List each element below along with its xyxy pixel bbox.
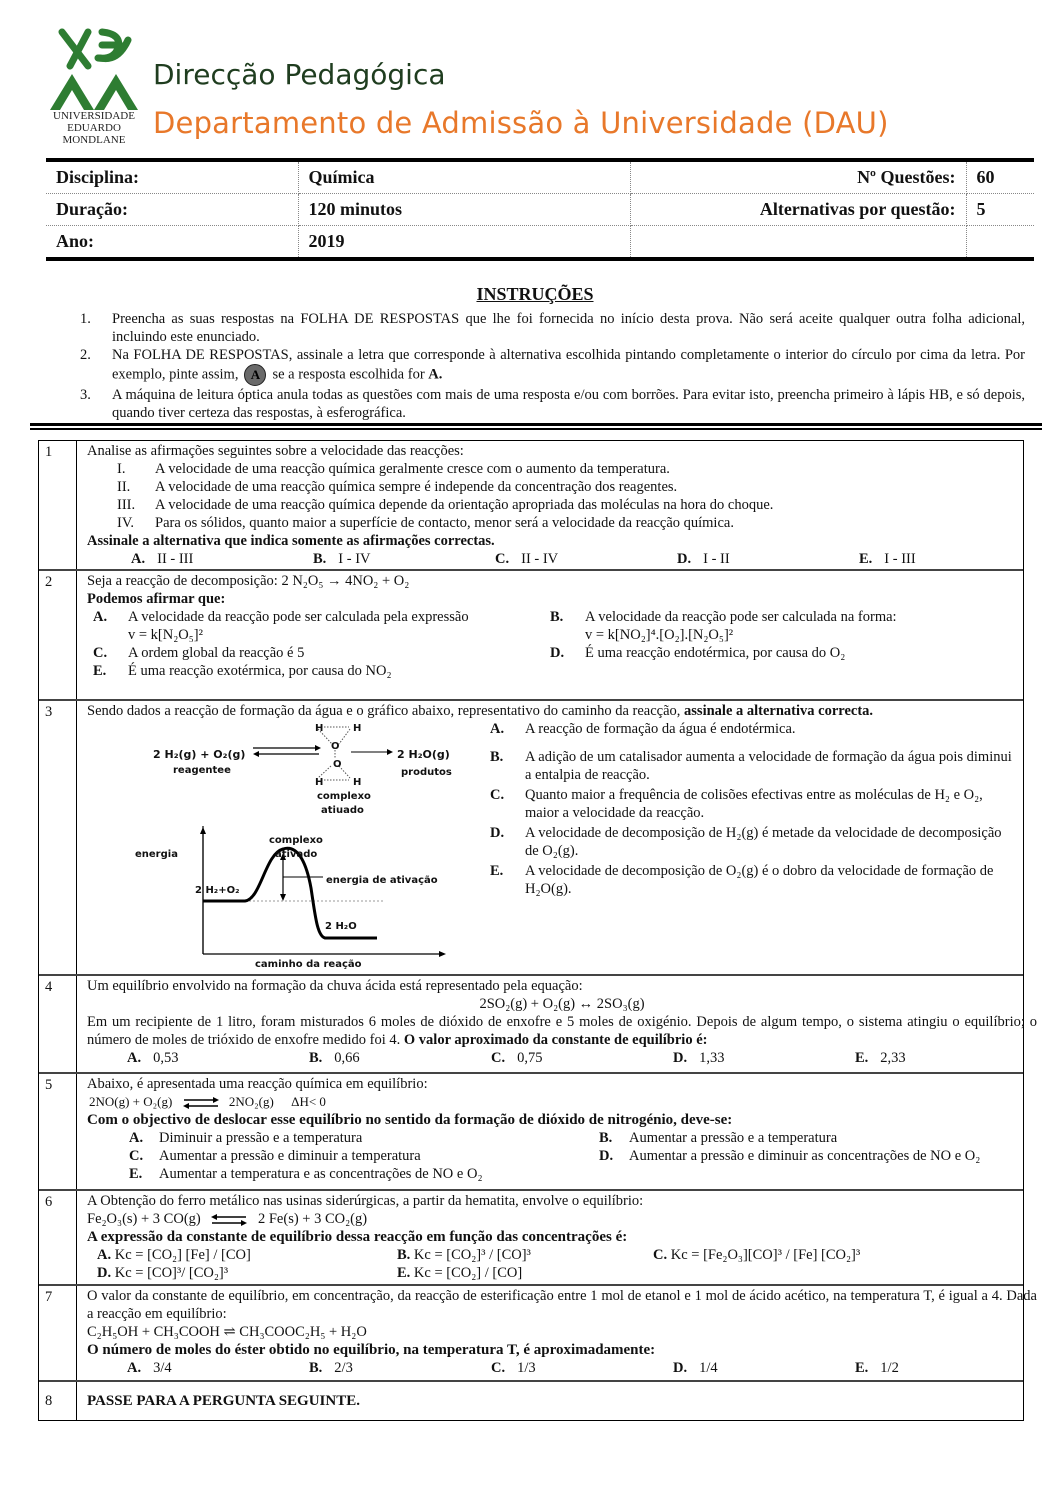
instruction-item xyxy=(80,310,1025,346)
statement xyxy=(87,478,1041,496)
x-axis-arrow-icon xyxy=(439,951,446,957)
option-letter: E. xyxy=(855,1360,869,1376)
question-intro: Abaixo, é apresentada uma reacção química em equilíbrio: xyxy=(87,1076,428,1092)
ano-value: 2019 xyxy=(298,226,630,258)
option-letter: C. xyxy=(495,551,510,567)
option-a[interactable] xyxy=(97,1246,397,1264)
option-text: Kc = [CO₂]³ / [CO]³ xyxy=(413,1247,531,1263)
option-text: 1/3 xyxy=(517,1360,536,1376)
option-c[interactable] xyxy=(491,1049,673,1067)
option-letter: A. xyxy=(127,1360,142,1376)
atom-o: O xyxy=(331,741,340,752)
exam-info-table xyxy=(46,158,1034,261)
option-text: A velocidade de decomposição de H₂(g) é metade da velocidade de decomposição de O₂(g). xyxy=(525,825,1002,859)
header-title: Direcção Pedagógica xyxy=(153,58,446,91)
option-letter: D. xyxy=(677,551,692,567)
option-text: É uma reacção endotérmica, por causa do O₂ xyxy=(585,645,846,661)
option-letter: B. xyxy=(599,1130,613,1146)
question-prompt: O número de moles do éster obtido no equilíbrio, na temperatura T, é aproximadamente: xyxy=(87,1342,656,1358)
question-3 xyxy=(39,701,1023,976)
option-text: Kc = [CO₂] / [CO] xyxy=(413,1265,523,1281)
equilibrium-arrows-icon xyxy=(210,1214,248,1226)
equation xyxy=(87,1093,1015,1111)
nquestoes-value: 60 xyxy=(966,162,1034,194)
option-text: II - III xyxy=(157,551,194,567)
question-intro: Um equilíbrio envolvido na formação da chuva ácida está representado pela equação: xyxy=(87,978,583,994)
option-text: 1/4 xyxy=(699,1360,718,1376)
option-text: Kc = [Fe₂O₃][CO]³ / [Fe] [CO₂]³ xyxy=(670,1247,861,1263)
option-letter: E. xyxy=(129,1166,143,1182)
option-a[interactable] xyxy=(127,1049,309,1067)
question-number: 6 xyxy=(39,1191,77,1284)
question-number: 1 xyxy=(39,441,77,569)
option-d[interactable] xyxy=(673,1359,855,1377)
alternativas-label: Alternativas por questão: xyxy=(630,194,966,226)
question-body-text: Em um recipiente de 1 litro, foram misturados 6 moles de dióxido de enxofre e 5 moles de oxigénio. Depois de algum tempo, o sistema atingiu o equilíbrio; o número de moles de trióxido de enxofre medido foi 4. xyxy=(87,1014,1037,1048)
option-text: Diminuir a pressão e a temperatura xyxy=(159,1130,363,1146)
option-text: Quanto maior a frequência de colisões efectivas entre as moléculas de H₂ e O₂, maior a velocidade da reacção. xyxy=(525,787,983,821)
atom-h: H xyxy=(315,723,324,734)
option-text: 1/2 xyxy=(880,1360,899,1376)
option-text: 2/3 xyxy=(334,1360,353,1376)
y-axis-arrow-icon xyxy=(200,827,206,834)
option-d[interactable] xyxy=(490,824,1015,860)
option-letter: C. xyxy=(491,1360,506,1376)
atom-o: O xyxy=(333,759,342,770)
option-letter: B. xyxy=(313,551,327,567)
question-number: 3 xyxy=(39,701,77,974)
statement-text: A velocidade de uma reacção química geralmente cresce com o aumento da temperatura. xyxy=(155,461,670,477)
instructions-title: INSTRUÇÕES xyxy=(476,284,594,304)
option-a[interactable] xyxy=(127,1359,309,1377)
duracao-label: Duração: xyxy=(46,194,298,226)
enthalpy-change: ΔH< 0 xyxy=(291,1094,326,1109)
question-intro: A Obtenção do ferro metálico nas usinas siderúrgicas, a partir da hematita, envolve o equilíbrio: xyxy=(87,1193,644,1209)
products-level-label: 2 H₂O xyxy=(325,921,357,932)
disciplina-label: Disciplina: xyxy=(46,162,298,194)
reactants-formula: 2 H₂(g) + O₂(g) xyxy=(153,748,246,761)
reactants-label: reagentee xyxy=(173,765,231,776)
option-text: Aumentar a pressão e diminuir a temperatura xyxy=(159,1148,421,1164)
complex-label: complexo xyxy=(317,791,371,802)
option-text: 1,33 xyxy=(699,1050,725,1066)
statement-numeral: I. xyxy=(117,461,126,477)
option-text: 0,66 xyxy=(334,1050,360,1066)
option-d[interactable] xyxy=(97,1264,397,1282)
option-text: I - IV xyxy=(338,551,371,567)
option-letter: C. xyxy=(653,1247,668,1263)
option-e[interactable] xyxy=(855,1049,1037,1067)
statement-numeral: IV. xyxy=(117,515,135,531)
instruction-item xyxy=(80,346,1025,386)
question-5 xyxy=(39,1074,1023,1191)
atom-h: H xyxy=(353,723,362,734)
options-row xyxy=(87,1359,1037,1377)
option-letter: E. xyxy=(859,551,873,567)
option-b[interactable] xyxy=(550,608,1015,644)
atom-h: H xyxy=(353,777,362,788)
instruction-item xyxy=(80,386,1025,422)
equation-right: 2NO₂(g) xyxy=(228,1094,274,1109)
option-text: A adição de um catalisador aumenta a velocidade de formação da água pois diminui a entalpia de reacção. xyxy=(525,749,1012,783)
instruction-text: A máquina de leitura óptica anula todas as questões com mais de uma resposta e/ou com borrões. Para evitar isto, preencha primeiro à lápis HB, e só depois, quando tiver certeza das respostas, à esferográfica. xyxy=(112,387,1025,421)
option-letter: C. xyxy=(129,1148,144,1164)
option-text: Kc = [CO₂] [Fe] / [CO] xyxy=(114,1247,251,1263)
question-8 xyxy=(39,1382,1023,1420)
option-letter: E. xyxy=(855,1050,869,1066)
option-e[interactable] xyxy=(129,1165,599,1183)
question-1 xyxy=(39,441,1023,571)
statement-text: A velocidade de uma reacção química sempre é independe da concentração dos reagentes. xyxy=(155,479,678,495)
option-d[interactable] xyxy=(599,1147,1015,1183)
option-c[interactable] xyxy=(491,1359,673,1377)
activation-energy-label: energia de ativação xyxy=(326,875,438,886)
header-subtitle: Departamento de Admissão à Universidade (DAU) xyxy=(153,106,889,140)
option-a[interactable] xyxy=(129,1129,599,1147)
equation: 2SO₂(g) + O₂(g) ↔ 2SO₃(g) xyxy=(479,996,645,1012)
option-letter: A. xyxy=(129,1130,144,1146)
option-formula: v = k[N₂O₅]² xyxy=(128,627,203,643)
option-c[interactable] xyxy=(129,1147,599,1165)
peak-label: complexo xyxy=(269,835,323,846)
statement-text: Para os sólidos, quanto maior a superfície de contacto, menor será a velocidade da reacção química. xyxy=(155,515,734,531)
statement-numeral: II. xyxy=(117,479,131,495)
option-letter: E. xyxy=(490,863,504,879)
question-number: 2 xyxy=(39,571,77,699)
option-b[interactable] xyxy=(397,1246,653,1264)
reaction-diagram xyxy=(87,720,482,970)
question-2 xyxy=(39,571,1023,701)
ano-label: Ano: xyxy=(46,226,298,258)
option-b[interactable] xyxy=(599,1129,1015,1147)
question-number: 5 xyxy=(39,1074,77,1189)
option-text: 3/4 xyxy=(153,1360,172,1376)
option-text: 2,33 xyxy=(880,1050,906,1066)
option-d[interactable] xyxy=(550,644,1015,662)
instructions-list xyxy=(80,310,1025,422)
university-logo xyxy=(48,28,140,150)
question-intro xyxy=(87,702,1015,720)
equation-left: 2NO(g) + O₂(g) xyxy=(89,1094,173,1109)
question-4 xyxy=(39,976,1037,1074)
duracao-value: 120 minutos xyxy=(298,194,630,226)
option-b[interactable] xyxy=(309,1049,491,1067)
logo-text-line: MONDLANE xyxy=(62,134,126,146)
statement xyxy=(87,496,1041,514)
options-row xyxy=(87,1049,1037,1067)
question-number: 4 xyxy=(39,976,77,1072)
option-letter: E. xyxy=(397,1265,411,1281)
option-letter: A. xyxy=(93,609,108,625)
instruction-text xyxy=(112,346,1025,386)
instruction-number: 2. xyxy=(80,347,91,363)
atom-h: H xyxy=(315,777,324,788)
option-letter: B. xyxy=(490,749,504,765)
option-b[interactable] xyxy=(309,1359,491,1377)
option-d[interactable] xyxy=(677,550,859,568)
option-text: A reacção de formação da água é endotérmica. xyxy=(525,721,796,737)
question-prompt: O valor aproximado da constante de equilíbrio é: xyxy=(403,1032,708,1048)
equilibrium-arrows-icon xyxy=(182,1097,220,1109)
option-letter: D. xyxy=(673,1050,688,1066)
option-text: II - IV xyxy=(521,551,559,567)
question-7 xyxy=(39,1286,1037,1382)
option-text: Kc = [CO]³/ [CO₂]³ xyxy=(114,1265,229,1281)
option-letter: C. xyxy=(490,787,505,803)
question-intro: Seja a reacção de decomposição: 2 N₂O₅ → 4NO₂ + O₂ xyxy=(87,573,410,589)
statement-text: A velocidade de uma reacção química depende da orientação apropriada das moléculas na hora do choque. xyxy=(155,497,774,513)
instruction-bold-letter: A. xyxy=(428,366,443,383)
instruction-number: 1. xyxy=(80,311,91,327)
option-text: Aumentar a temperatura e as concentrações de NO e O₂ xyxy=(159,1166,483,1182)
option-e[interactable] xyxy=(93,662,550,680)
option-letter: B. xyxy=(550,609,564,625)
option-letter: A. xyxy=(490,721,505,737)
option-text: Aumentar a pressão e a temperatura xyxy=(629,1130,838,1146)
option-letter: B. xyxy=(309,1360,323,1376)
equation: C₂H₅OH + CH₃COOH ⇌ CH₃COOC₂H₅ + H₂O xyxy=(87,1324,367,1340)
questions-table xyxy=(38,440,1037,1421)
equation-left: Fe₂O₃(s) + 3 CO(g) xyxy=(87,1211,201,1227)
question-intro: Analise as afirmações seguintes sobre a velocidade das reacções: xyxy=(87,443,464,459)
option-letter: D. xyxy=(97,1265,112,1281)
question-number: 7 xyxy=(39,1286,77,1380)
option-letter: A. xyxy=(127,1050,142,1066)
option-c[interactable] xyxy=(490,786,1015,822)
option-e[interactable] xyxy=(490,862,1015,898)
option-formula: v = k[NO₂]⁴.[O₂].[N₂O₅]² xyxy=(585,627,734,643)
instruction-text-part: se a resposta escolhida for xyxy=(272,366,425,383)
question-6 xyxy=(39,1191,1023,1286)
option-text: É uma reacção exotérmica, por causa do NO₂ xyxy=(128,663,392,679)
question-intro-text: Sendo dados a reacção de formação da água e o gráfico abaixo, representativo do caminho da reacção, xyxy=(87,703,681,719)
statement xyxy=(87,460,1041,478)
option-text: 0,75 xyxy=(517,1050,543,1066)
logo-emblem-icon xyxy=(48,28,140,110)
option-a[interactable] xyxy=(93,608,550,644)
option-e[interactable] xyxy=(855,1359,1037,1377)
products-label: produtos xyxy=(401,767,452,778)
option-letter: B. xyxy=(309,1050,323,1066)
instruction-text-part: Na FOLHA DE RESPOSTAS, assinale a letra que corresponde à alternativa escolhida pintando completamente o interior do círculo por cima da letra. Por exemplo, pinte assim, xyxy=(112,347,1025,383)
option-letter: D. xyxy=(550,645,565,661)
question-prompt: Podemos afirmar que: xyxy=(87,591,226,607)
option-a[interactable] xyxy=(131,550,313,568)
logo-text-line: UNIVERSIDADE xyxy=(53,110,135,122)
option-text: 0,53 xyxy=(153,1050,179,1066)
option-text: A velocidade da reacção pode ser calculada pela expressão xyxy=(128,609,469,625)
peak-label: ativado xyxy=(275,849,318,860)
equation xyxy=(87,1210,1015,1228)
instruction-text: Preencha as suas respostas na FOLHA DE RESPOSTAS que lhe foi fornecida no início desta prova. Não será aceite qualquer outra folha adicional, incluindo este enunciado. xyxy=(112,311,1025,345)
option-d[interactable] xyxy=(673,1049,855,1067)
question-prompt: assinale a alternativa correcta. xyxy=(684,703,874,719)
option-text: A velocidade de decomposição de O₂(g) é o dobro da velocidade de formação de H₂O(g). xyxy=(525,863,994,897)
empty-cell xyxy=(966,226,1034,258)
option-letter: D. xyxy=(673,1360,688,1376)
statement-numeral: III. xyxy=(117,497,136,513)
option-b[interactable] xyxy=(490,748,1015,784)
option-letter: A. xyxy=(97,1247,112,1263)
question-number: 8 xyxy=(39,1382,77,1420)
option-letter: D. xyxy=(599,1148,614,1164)
logo-text-line: EDUARDO xyxy=(67,122,121,134)
option-text: I - II xyxy=(703,551,730,567)
option-letter: D. xyxy=(490,825,505,841)
y-axis-label: energia xyxy=(135,849,178,860)
question-intro: O valor da constante de equilíbrio, em concentração, da reacção de esterificação entre 1 mol de etanol e 1 mol de ácido acético, na temperatura T, é igual a 4. Dada a reacção em equilíbrio: xyxy=(87,1288,1037,1322)
reactants-level-label: 2 H₂+O₂ xyxy=(195,885,240,896)
option-c[interactable] xyxy=(495,550,677,568)
equation-right: 2 Fe(s) + 3 CO₂(g) xyxy=(257,1211,368,1227)
nquestoes-label: Nº Questões: xyxy=(630,162,966,194)
option-c[interactable] xyxy=(653,1246,1015,1264)
alternativas-value: 5 xyxy=(966,194,1034,226)
statement xyxy=(87,514,1041,532)
disciplina-value: Química xyxy=(298,162,630,194)
option-text: I - III xyxy=(884,551,916,567)
option-a[interactable] xyxy=(490,720,1015,738)
x-axis-label: caminho da reação xyxy=(255,959,362,970)
question-text: PASSE PARA A PERGUNTA SEGUINTE. xyxy=(87,1393,360,1409)
option-text: Aumentar a pressão e diminuir as concentrações de NO e O₂ xyxy=(629,1148,981,1164)
instruction-number: 3. xyxy=(80,387,91,403)
products-formula: 2 H₂O(g) xyxy=(397,748,450,761)
complex-label: atiuado xyxy=(321,805,364,816)
question-prompt: Assinale a alternativa que indica somente as afirmações correctas. xyxy=(87,533,495,549)
filled-bubble-example-icon: A xyxy=(244,364,266,386)
question-body xyxy=(87,1013,1037,1049)
option-text: A velocidade da reacção pode ser calculada na forma: xyxy=(585,609,897,625)
question-prompt: A expressão da constante de equilíbrio dessa reacção em função das concentrações é: xyxy=(87,1229,628,1245)
empty-cell xyxy=(630,226,966,258)
option-letter: B. xyxy=(397,1247,411,1263)
question-prompt: Com o objectivo de deslocar esse equilíbrio no sentido da formação de dióxido de nitrogénio, deve-se: xyxy=(87,1112,733,1128)
option-letter: E. xyxy=(93,663,107,679)
option-e[interactable] xyxy=(859,550,1041,568)
options-row xyxy=(87,550,1041,568)
option-b[interactable] xyxy=(313,550,495,568)
option-text: A ordem global da reacção é 5 xyxy=(128,645,305,661)
option-c[interactable] xyxy=(93,644,550,662)
option-letter: C. xyxy=(93,645,108,661)
option-letter: C. xyxy=(491,1050,506,1066)
option-e[interactable] xyxy=(397,1264,653,1282)
option-letter: A. xyxy=(131,551,146,567)
section-divider xyxy=(30,423,1042,430)
